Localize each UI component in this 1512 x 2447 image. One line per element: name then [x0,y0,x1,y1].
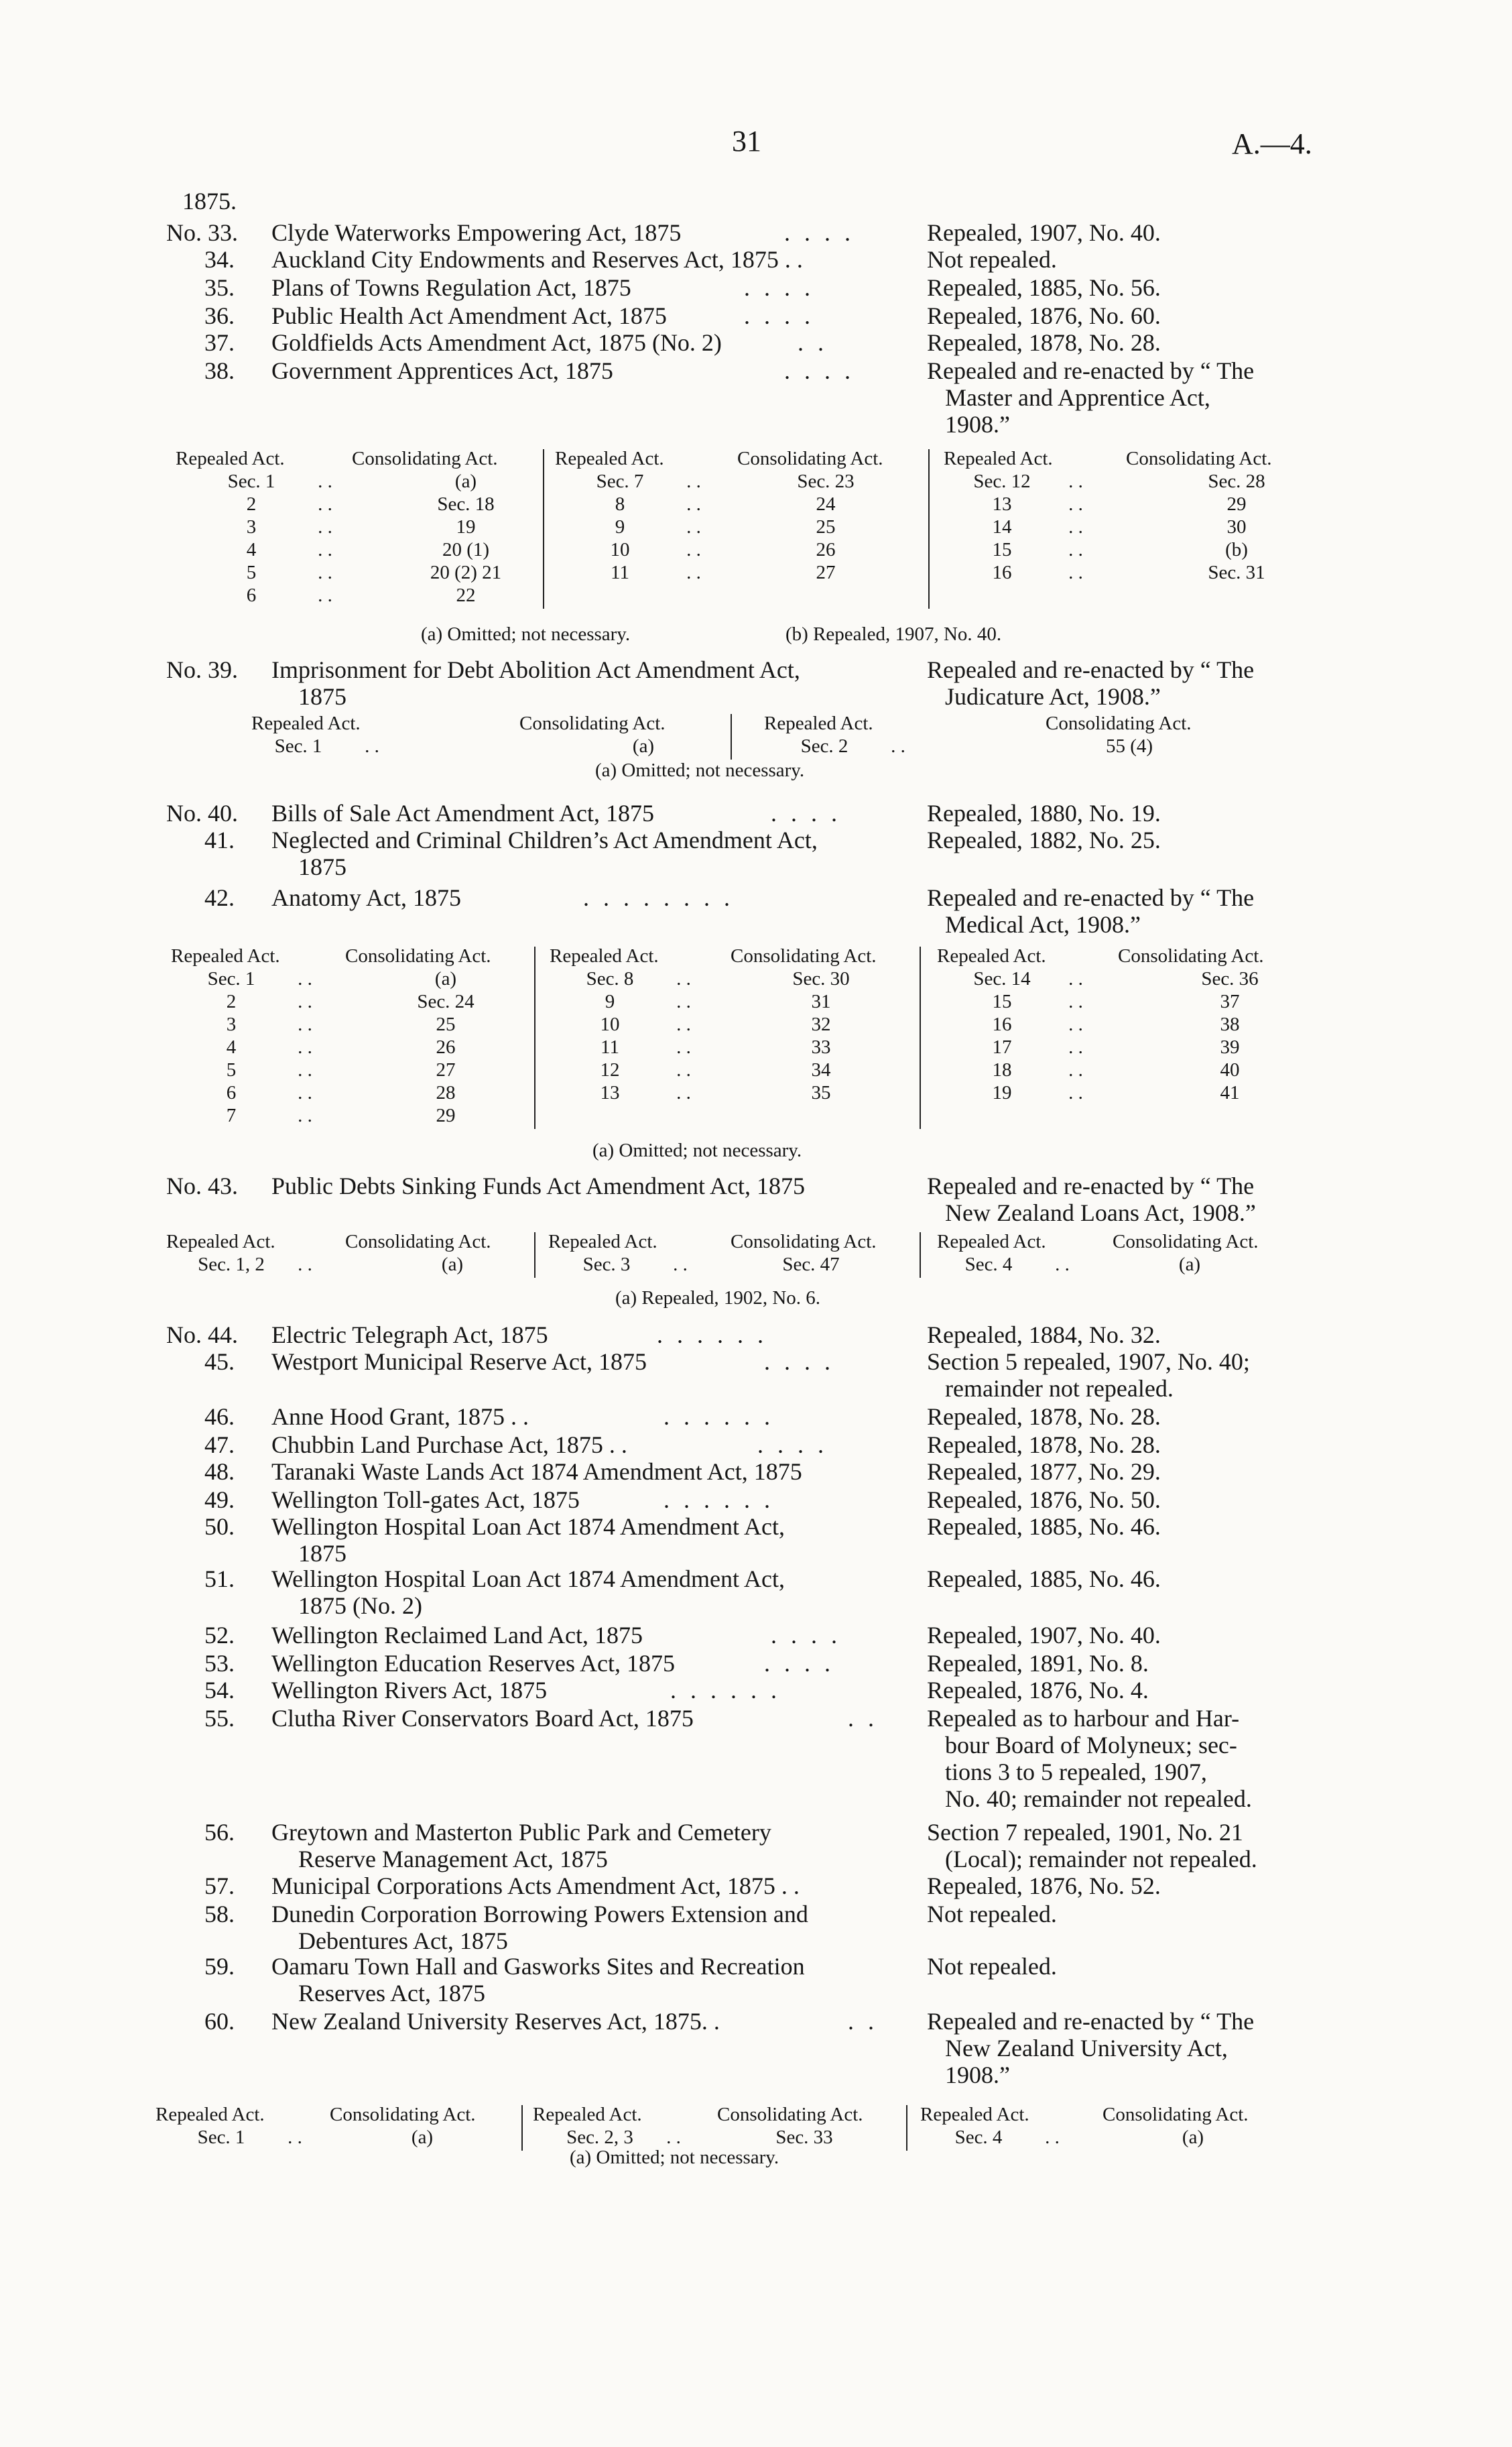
repeal-status: Repealed, 1877, No. 29. [927,1458,1161,1485]
repealed-section: 17 [992,1036,1012,1058]
repeal-status: Section 5 repealed, 1907, No. 40; [927,1348,1250,1375]
repealed-act-header: Repealed Act. [155,2104,265,2125]
consolidating-section: (a) [454,471,477,492]
leader-dots: . . [1068,1036,1083,1058]
repeal-status: Repealed, 1880, No. 19. [927,800,1161,827]
column-divider [731,714,732,760]
consolidating-section: 35 [811,1082,831,1103]
act-title: Dunedin Corporation Borrowing Powers Extension and [271,1901,808,1927]
repealed-section: 5 [246,562,257,583]
leader-dots: . . . . [784,219,855,246]
consolidating-section: 24 [816,493,836,515]
act-title: Bills of Sale Act Amendment Act, 1875 [271,800,654,827]
act-title: Wellington Reclaimed Land Act, 1875 [271,1622,643,1649]
act-number: 60. [204,2008,235,2035]
repeal-status: No. 40; remainder not repealed. [945,1785,1252,1812]
act-title: Municipal Corporations Acts Amendment Act, 1875 . . [271,1872,800,1899]
act-number: 54. [204,1677,235,1704]
consolidating-section: 27 [816,562,836,583]
repealed-section: Sec. 3 [582,1254,631,1275]
act-number: 47. [204,1431,235,1458]
column-divider [928,449,930,609]
repealed-act-header: Repealed Act. [920,2104,1029,2125]
leader-dots: . . [1068,1082,1083,1103]
leader-dots: . . [298,968,312,990]
consolidating-section: 26 [816,539,836,560]
repeal-status: Repealed, 1885, No. 56. [927,274,1161,301]
repealed-section: 5 [226,1059,237,1081]
act-number: 57. [204,1872,235,1899]
repealed-section: 11 [601,1036,619,1058]
repealed-section: 4 [246,539,257,560]
repealed-section: Sec. 4 [954,2127,1003,2148]
consolidating-section: 31 [811,991,831,1012]
act-title-continued: 1875 (No. 2) [298,1592,422,1619]
act-title: Oamaru Town Hall and Gasworks Sites and Recreation [271,1953,805,1980]
leader-dots: . . [1068,968,1083,990]
consolidating-section: (b) [1225,539,1248,560]
repealed-section: 9 [605,991,615,1012]
leader-dots: . . . . [771,800,841,827]
table-footnote: (a) Omitted; not necessary. [570,2147,779,2168]
act-title-continued: Debentures Act, 1875 [298,1927,508,1954]
repeal-status: (Local); remainder not repealed. [945,1846,1257,1872]
leader-dots: . . . . [764,1650,834,1677]
repealed-section: Sec. 1 [227,471,275,492]
repealed-section: 3 [226,1014,237,1035]
consolidating-section: 22 [456,585,476,606]
repealed-act-header: Repealed Act. [251,713,361,734]
repealed-section: Sec. 14 [973,968,1031,990]
consolidating-section: 28 [436,1082,456,1103]
repeal-status: New Zealand Loans Act, 1908.” [945,1199,1256,1226]
repealed-section: Sec. 1, 2 [198,1254,265,1275]
repealed-section: 3 [246,516,257,538]
leader-dots: . . . . [784,357,855,384]
repeal-status: Repealed and re-enacted by “ The [927,884,1255,911]
act-number: 48. [204,1458,235,1485]
consolidating-section: 19 [456,516,476,538]
leader-dots: . . [318,585,332,606]
consolidating-section: 25 [436,1014,456,1035]
repealed-section: 13 [992,493,1012,515]
consolidating-section: 32 [811,1014,831,1035]
repealed-section: Sec. 1 [207,968,255,990]
consolidating-section: 30 [1226,516,1247,538]
repealed-section: Sec. 2 [800,735,848,757]
repealed-act-header: Repealed Act. [937,945,1046,967]
act-title: Neglected and Criminal Children’s Act Amendment Act, [271,827,818,853]
consolidating-section: (a) [411,2127,434,2148]
repealed-section: 16 [992,1014,1012,1035]
leader-dots: . . [686,516,701,538]
leader-dots: . . [1068,562,1083,583]
consolidating-section: 37 [1220,991,1240,1012]
leader-dots: . . [676,1036,691,1058]
leader-dots: . . [686,493,701,515]
repeal-status: Repealed, 1876, No. 4. [927,1677,1149,1704]
repealed-section: Sec. 4 [964,1254,1013,1275]
act-title: Public Health Act Amendment Act, 1875 [271,302,667,329]
consolidating-section: (a) [1178,1254,1201,1275]
consolidating-section: 20 (1) [442,539,490,560]
leader-dots: . . [676,991,691,1012]
consolidating-section: 25 [816,516,836,538]
act-number: 35. [204,274,235,301]
act-title: Goldfields Acts Amendment Act, 1875 (No. 2) [271,329,722,356]
column-divider [534,1232,536,1278]
consolidating-section: 39 [1220,1036,1240,1058]
repeal-status: remainder not repealed. [945,1375,1174,1402]
document-reference: A.—4. [1232,127,1312,160]
consolidating-section: (a) [632,735,655,757]
consolidating-section: Sec. 47 [782,1254,840,1275]
leader-dots: . . [1045,2127,1060,2148]
consolidating-section: 38 [1220,1014,1240,1035]
repealed-section: 10 [600,1014,620,1035]
repeal-status: Repealed and re-enacted by “ The [927,2008,1255,2035]
act-title: Westport Municipal Reserve Act, 1875 [271,1348,647,1375]
act-number: 59. [204,1953,235,1980]
act-title: Public Debts Sinking Funds Act Amendment Act, 1875 [271,1173,806,1199]
repeal-status: Repealed, 1885, No. 46. [927,1565,1161,1592]
act-number: 37. [204,329,235,356]
repealed-section: 18 [992,1059,1012,1081]
consolidating-section: 27 [436,1059,456,1081]
consolidating-section: Sec. 23 [797,471,855,492]
act-title: Auckland City Endowments and Reserves Act, 1875 . . [271,246,803,273]
column-divider [920,1232,921,1278]
consolidating-act-header: Consolidating Act. [345,945,491,967]
act-title: Wellington Education Reserves Act, 1875 [271,1650,675,1677]
column-divider [534,947,536,1129]
repealed-act-header: Repealed Act. [533,2104,642,2125]
leader-dots: . . . . [744,302,814,329]
repeal-status: Repealed, 1891, No. 8. [927,1650,1149,1677]
repeal-status: Judicature Act, 1908.” [945,683,1161,710]
repealed-section: 2 [246,493,257,515]
consolidating-act-header: Consolidating Act. [1118,945,1264,967]
leader-dots: . . [1068,516,1083,538]
act-number: 50. [204,1513,235,1540]
leader-dots: . . [1068,539,1083,560]
leader-dots: . . [676,1082,691,1103]
leader-dots: . . [318,493,332,515]
consolidating-act-header: Consolidating Act. [1113,1231,1259,1252]
consolidating-section: 29 [1226,493,1247,515]
leader-dots: . . [666,2127,681,2148]
repealed-section: 4 [226,1036,237,1058]
repealed-section: 6 [246,585,257,606]
consolidating-section: 20 (2) 21 [430,562,502,583]
act-number: No. 43. [166,1173,238,1199]
consolidating-section: (a) [441,1254,464,1275]
leader-dots: . . [1068,991,1083,1012]
consolidating-section: 40 [1220,1059,1240,1081]
consolidating-act-header: Consolidating Act. [737,448,883,469]
column-divider [521,2105,523,2151]
leader-dots: . . . . [744,274,814,301]
repeal-status: Repealed, 1884, No. 32. [927,1321,1161,1348]
repealed-section: 12 [600,1059,620,1081]
leader-dots: . . [298,1254,312,1275]
repeal-status: tions 3 to 5 repealed, 1907, [945,1758,1207,1785]
consolidating-section: Sec. 30 [792,968,850,990]
consolidating-act-header: Consolidating Act. [1046,713,1192,734]
repeal-status: bour Board of Molyneux; sec- [945,1732,1237,1758]
repealed-section: 9 [615,516,625,538]
repealed-section: 10 [610,539,630,560]
act-title: Wellington Hospital Loan Act 1874 Amendment Act, [271,1565,785,1592]
leader-dots: . . [1068,493,1083,515]
repealed-section: 14 [992,516,1012,538]
act-number: 55. [204,1705,235,1732]
act-number: No. 33. [166,219,238,246]
repeal-status: Repealed, 1882, No. 25. [927,827,1161,853]
repeal-status: 1908.” [945,2062,1010,2088]
repealed-section: 19 [992,1082,1012,1103]
leader-dots: . . [318,516,332,538]
leader-dots: . . [298,1036,312,1058]
leader-dots: . . [686,471,701,492]
repealed-act-header: Repealed Act. [550,945,659,967]
leader-dots: . . [365,735,379,757]
leader-dots: . . [298,1082,312,1103]
act-title-continued: 1875 [298,1540,346,1567]
repeal-status: Repealed, 1876, No. 60. [927,302,1161,329]
leader-dots: . . [676,1014,691,1035]
consolidating-section: Sec. 33 [775,2127,833,2148]
column-divider [906,2105,907,2151]
repeal-status: New Zealand University Act, [945,2035,1228,2062]
act-title: Government Apprentices Act, 1875 [271,357,613,384]
table-footnote: (a) Omitted; not necessary. [595,760,805,781]
consolidating-section: Sec. 31 [1208,562,1265,583]
act-title: Chubbin Land Purchase Act, 1875 . . [271,1431,627,1458]
consolidating-section: Sec. 18 [437,493,495,515]
consolidating-act-header: Consolidating Act. [1126,448,1272,469]
act-number: 51. [204,1565,235,1592]
act-number: 58. [204,1901,235,1927]
leader-dots: . . . . . . [670,1677,781,1704]
column-divider [920,947,921,1129]
repealed-act-header: Repealed Act. [937,1231,1046,1252]
act-title: Wellington Toll-gates Act, 1875 [271,1486,580,1513]
table-footnote: (b) Repealed, 1907, No. 40. [785,623,1002,645]
leader-dots: . . . . [771,1622,841,1649]
repeal-status: Repealed and re-enacted by “ The [927,1173,1255,1199]
repealed-section: 16 [992,562,1012,583]
consolidating-section: (a) [434,968,457,990]
consolidating-section: Sec. 36 [1201,968,1259,990]
repeal-status: Repealed as to harbour and Har- [927,1705,1240,1732]
act-title: Anne Hood Grant, 1875 . . [271,1403,529,1430]
table-footnote: (a) Omitted; not necessary. [592,1140,802,1161]
repealed-section: 13 [600,1082,620,1103]
repeal-status: Repealed, 1878, No. 28. [927,1403,1161,1430]
leader-dots: . . [1068,1059,1083,1081]
act-number: No. 40. [166,800,238,827]
consolidating-section: 33 [811,1036,831,1058]
act-title-continued: Reserves Act, 1875 [298,1980,485,2007]
act-number: 34. [204,246,235,273]
act-title: Clutha River Conservators Board Act, 1875 [271,1705,694,1732]
leader-dots: . . [318,471,332,492]
act-number: 56. [204,1819,235,1846]
leader-dots: . . [673,1254,688,1275]
repealed-section: 6 [226,1082,237,1103]
repealed-section: Sec. 12 [973,471,1031,492]
repeal-status: Not repealed. [927,246,1057,273]
act-title: Taranaki Waste Lands Act 1874 Amendment Act, 1875 [271,1458,802,1485]
repealed-act-header: Repealed Act. [548,1231,657,1252]
repealed-act-header: Repealed Act. [171,945,280,967]
leader-dots: . . . . [764,1348,834,1375]
repeal-status: Section 7 repealed, 1901, No. 21 [927,1819,1243,1846]
act-number: 42. [204,884,235,911]
repealed-act-header: Repealed Act. [944,448,1053,469]
repeal-status: Medical Act, 1908.” [945,911,1141,938]
consolidating-section: 29 [436,1105,456,1126]
consolidating-act-header: Consolidating Act. [352,448,498,469]
year-label: 1875. [182,188,237,215]
leader-dots: . . [848,1705,878,1732]
repealed-section: 11 [611,562,629,583]
act-title-continued: 1875 [298,683,346,710]
consolidating-section: 26 [436,1036,456,1058]
consolidating-act-header: Consolidating Act. [717,2104,863,2125]
act-number: 45. [204,1348,235,1375]
repeal-status: Not repealed. [927,1953,1057,1980]
repeal-status: Repealed, 1876, No. 52. [927,1872,1161,1899]
consolidating-section: 41 [1220,1082,1240,1103]
consolidating-act-header: Consolidating Act. [330,2104,476,2125]
consolidating-act-header: Consolidating Act. [345,1231,491,1252]
leader-dots: . . [1068,471,1083,492]
consolidating-section: Sec. 28 [1208,471,1265,492]
repeal-status: 1908.” [945,411,1010,438]
leader-dots: . . [686,539,701,560]
act-title: Imprisonment for Debt Abolition Act Amendment Act, [271,656,800,683]
act-title: Clyde Waterworks Empowering Act, 1875 [271,219,682,246]
leader-dots: . . [686,562,701,583]
consolidating-section: 34 [811,1059,831,1081]
repealed-section: Sec. 2, 3 [566,2127,633,2148]
consolidating-act-header: Consolidating Act. [519,713,666,734]
consolidating-section: (a) [1182,2127,1204,2148]
leader-dots: . . [318,539,332,560]
act-number: 41. [204,827,235,853]
leader-dots: . . [298,1105,312,1126]
repealed-section: Sec. 8 [586,968,634,990]
page-number: 31 [732,125,761,158]
act-title-continued: Reserve Management Act, 1875 [298,1846,608,1872]
act-title: Wellington Hospital Loan Act 1874 Amendment Act, [271,1513,785,1540]
consolidating-section: 55 (4) [1105,735,1153,757]
column-divider [543,449,544,609]
repealed-section: Sec. 1 [274,735,322,757]
act-number: No. 39. [166,656,238,683]
act-title: Electric Telegraph Act, 1875 [271,1321,548,1348]
act-number: 36. [204,302,235,329]
leader-dots: . . [891,735,905,757]
repeal-status: Repealed and re-enacted by “ The [927,357,1255,384]
leader-dots: . . . . . . [664,1403,774,1430]
leader-dots: . . [1068,1014,1083,1035]
repeal-status: Master and Apprentice Act, [945,384,1210,411]
act-title: Anatomy Act, 1875 [271,884,461,911]
leader-dots: . . . . . . . . [583,884,734,911]
repeal-status: Repealed, 1885, No. 46. [927,1513,1161,1540]
repealed-section: Sec. 7 [596,471,644,492]
leader-dots: . . [298,991,312,1012]
leader-dots: . . [1055,1254,1070,1275]
table-footnote: (a) Omitted; not necessary. [421,623,631,645]
consolidating-act-header: Consolidating Act. [731,1231,877,1252]
leader-dots: . . [676,1059,691,1081]
act-number: 38. [204,357,235,384]
act-number: 53. [204,1650,235,1677]
leader-dots: . . . . . . [657,1321,767,1348]
leader-dots: . . . . [757,1431,828,1458]
repealed-act-header: Repealed Act. [764,713,873,734]
consolidating-act-header: Consolidating Act. [1102,2104,1249,2125]
repeal-status: Repealed and re-enacted by “ The [927,656,1255,683]
act-number: No. 44. [166,1321,238,1348]
act-number: 46. [204,1403,235,1430]
act-title-continued: 1875 [298,853,346,880]
act-number: 49. [204,1486,235,1513]
repeal-status: Repealed, 1907, No. 40. [927,219,1161,246]
repeal-status: Not repealed. [927,1901,1057,1927]
leader-dots: . . [798,329,828,356]
act-title: Plans of Towns Regulation Act, 1875 [271,274,631,301]
repealed-section: 15 [992,991,1012,1012]
act-number: 52. [204,1622,235,1649]
act-title: Wellington Rivers Act, 1875 [271,1677,548,1704]
consolidating-section: Sec. 24 [417,991,475,1012]
table-footnote: (a) Repealed, 1902, No. 6. [615,1287,821,1309]
repealed-section: 7 [226,1105,237,1126]
repeal-status: Repealed, 1907, No. 40. [927,1622,1161,1649]
leader-dots: . . [676,968,691,990]
act-title: Greytown and Masterton Public Park and Cemetery [271,1819,771,1846]
leader-dots: . . [318,562,332,583]
repeal-status: Repealed, 1878, No. 28. [927,329,1161,356]
repeal-status: Repealed, 1878, No. 28. [927,1431,1161,1458]
leader-dots: . . [288,2127,302,2148]
repealed-act-header: Repealed Act. [176,448,285,469]
act-title: New Zealand University Reserves Act, 1875. . [271,2008,720,2035]
repealed-section: Sec. 1 [197,2127,245,2148]
repealed-section: 2 [226,991,237,1012]
repealed-section: 15 [992,539,1012,560]
consolidating-act-header: Consolidating Act. [731,945,877,967]
leader-dots: . . [848,2008,878,2035]
repealed-act-header: Repealed Act. [555,448,664,469]
repealed-section: 8 [615,493,625,515]
leader-dots: . . [298,1014,312,1035]
repealed-act-header: Repealed Act. [166,1231,275,1252]
repeal-status: Repealed, 1876, No. 50. [927,1486,1161,1513]
leader-dots: . . . . . . [664,1486,774,1513]
leader-dots: . . [298,1059,312,1081]
